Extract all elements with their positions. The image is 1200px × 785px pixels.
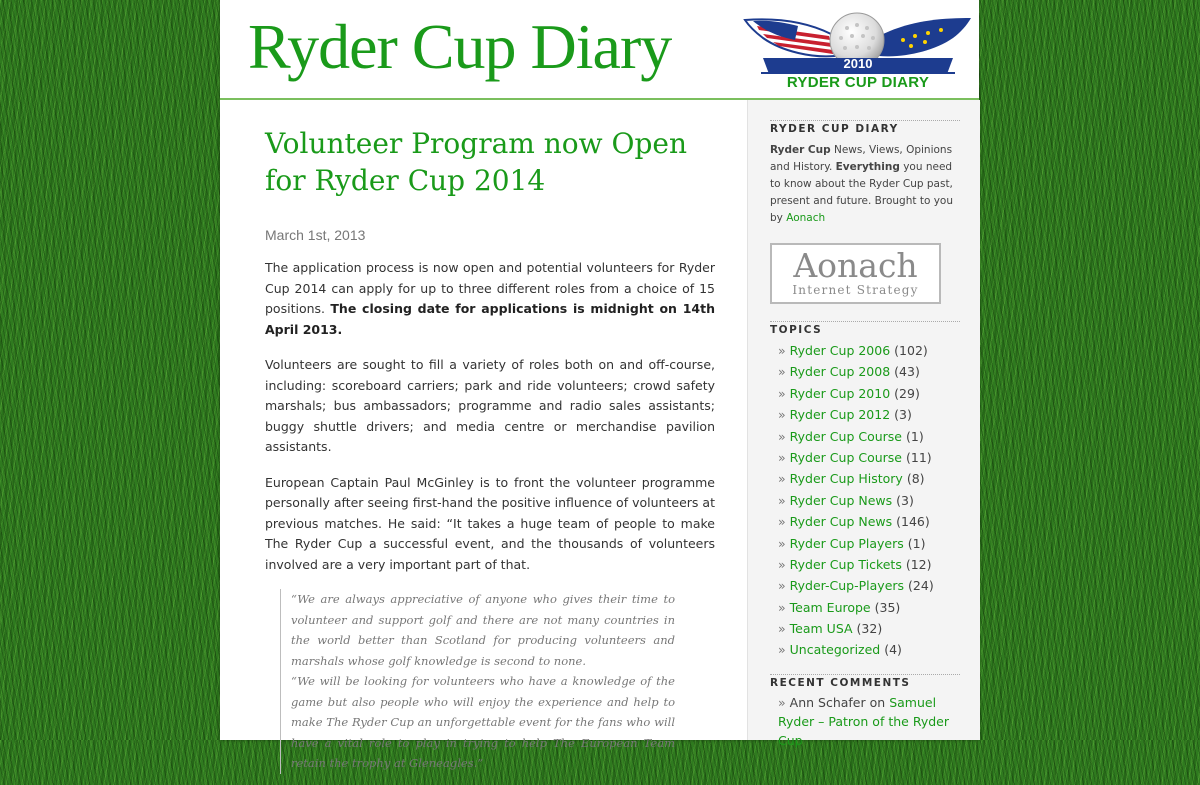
ryder-cup-diary-logo[interactable] [743,12,973,96]
topic-link[interactable]: Ryder Cup Course [789,449,902,465]
topic-link[interactable]: Ryder Cup 2008 [789,364,891,380]
topic-link[interactable]: Ryder-Cup-Players [789,578,905,594]
topic-link[interactable]: Ryder Cup 2012 [789,407,891,423]
topic-link[interactable]: Ryder Cup News [789,492,893,508]
raquo-icon: » [778,343,786,358]
aonach-subtitle: Internet Strategy [792,283,919,297]
topic-link[interactable]: Ryder Cup 2006 [789,343,891,358]
raquo-icon: » [778,514,786,530]
post-paragraph-1 [265,258,715,340]
aonach-name: Aonach [793,246,918,285]
topic-link[interactable]: Team Europe [789,599,871,615]
topic-link[interactable]: Uncategorized [789,642,881,658]
topic-count: (1) [905,428,924,444]
site-title[interactable]: Ryder Cup Diary [248,11,672,82]
topic-count: (1) [907,535,926,551]
topic-item [778,597,968,618]
quote-paragraph-2: “We will be looking for volunteers who have a knowledge of the game but also people who will enjoy the experience and help to make The Ryder Cup an unforgettable event for the fans who will have a vital role to play in trying to help The European Team retain the trophy at Gleneagles.” [291,674,675,770]
raquo-icon: » [778,364,786,380]
topic-item [778,639,968,660]
topic-item [778,554,968,575]
post-title[interactable]: Volunteer Program now Open for Ryder Cup 2014 [265,127,687,197]
topic-item [778,361,968,382]
topic-item [778,575,968,596]
about-text [770,142,962,227]
raquo-icon: » [778,556,786,572]
raquo-icon: » [778,428,786,444]
topic-count: (3) [896,492,914,508]
post-paragraph-2: Volunteers are sought to fill a variety of roles both on and off-course, including: scoreboard carriers; park and ride volunteers; crowd safety marshals; bus ambassadors; programme and radio sales assistants; buggy shuttle drivers; and media centre or merchandise pavilion assistants. [265,357,715,454]
topic-item [778,511,968,532]
topic-count: (4) [884,642,902,658]
about-bold-2: Everything [835,161,900,173]
post-blockquote [280,589,675,774]
topic-link[interactable]: Ryder Cup Players [789,535,904,551]
topic-item [778,618,968,639]
raquo-icon: » [778,535,786,551]
comment-author: Ann Schafer [789,695,866,710]
raquo-icon: » [778,449,786,465]
about-text-1: News, Views, Opinions and History. [770,144,953,173]
post-date: March 1st, 2013 [265,227,366,243]
raquo-icon: » [778,642,786,658]
logo-year: 2010 [843,56,873,71]
post-content [265,100,715,785]
recent-comment-item [778,693,963,750]
raquo-icon: » [778,471,786,487]
raquo-icon: » [778,578,786,594]
paragraph-text: The application process is now open and potential volunteers for Ryder Cup 2014 can apply for up to three different roles from a choice of 15 positions. [265,260,715,316]
sidebar [747,100,980,748]
topic-count: (35) [874,599,901,615]
raquo-icon: » [778,599,786,615]
comment-post-link[interactable]: Samuel Ryder – Patron of the Ryder Cup [778,695,949,748]
site-header [220,0,979,100]
topics-widget-title: TOPICS [770,321,960,336]
raquo-icon: » [778,492,786,508]
raquo-icon: » [778,621,786,637]
topic-link[interactable]: Ryder Cup Course [789,428,902,444]
topic-item [778,383,968,404]
topic-item [778,426,968,447]
topic-count: (11) [905,449,932,465]
topic-link[interactable]: Ryder Cup Tickets [789,556,902,572]
aonach-link[interactable]: Aonach [786,212,826,224]
topic-item [778,533,968,554]
raquo-icon: » [778,407,786,423]
topic-link[interactable]: Ryder Cup News [789,514,893,530]
topic-count: (29) [894,385,920,401]
page-container [220,0,979,770]
topic-count: (24) [908,578,934,594]
topic-item [778,490,968,511]
raquo-icon: » [778,385,786,401]
topic-item [778,447,968,468]
topics-list [778,340,968,661]
topic-item [778,468,968,489]
topic-link[interactable]: Ryder Cup 2010 [789,385,891,401]
topic-count: (146) [896,514,930,530]
topic-link[interactable]: Ryder Cup History [789,471,903,487]
topic-count: (12) [905,556,932,572]
recent-comments-widget-title: RECENT COMMENTS [770,674,960,689]
post-paragraph-3: European Captain Paul McGinley is to front the volunteer programme personally after seeing first-hand the positive influence of volunteers at previous matches. He said: “It takes a huge team of people to make The Ryder Cup a successful event, and the thousands of volunteers involved are a very important part of that. [265,474,715,572]
topic-item [778,340,968,361]
topic-count: (8) [906,471,925,487]
topic-link[interactable]: Team USA [789,621,853,637]
raquo-icon: » [778,695,786,710]
topic-count: (102) [894,343,928,358]
quote-paragraph-1: “We are always appreciative of anyone who gives their time to volunteer and support golf and there are not many countries in the world better than Scotland for producing volunteers and marshals whose golf knowledge is second to none. [291,592,675,668]
about-widget-title: RYDER CUP DIARY [770,120,960,135]
closing-date-text: The closing date for applications is midnight on 14th April 2013. [265,301,715,337]
about-text-2: you need to know about the Ryder Cup past, present and future. Brought to you by [770,161,954,224]
aonach-banner[interactable] [770,243,941,304]
topic-item [778,404,968,425]
comment-on: on [869,695,886,710]
topic-count: (32) [856,621,883,637]
topic-count: (43) [894,364,920,380]
about-bold-1: Ryder Cup [770,144,831,156]
logo-text: RYDER CUP DIARY [786,74,930,91]
topic-count: (3) [894,407,912,423]
